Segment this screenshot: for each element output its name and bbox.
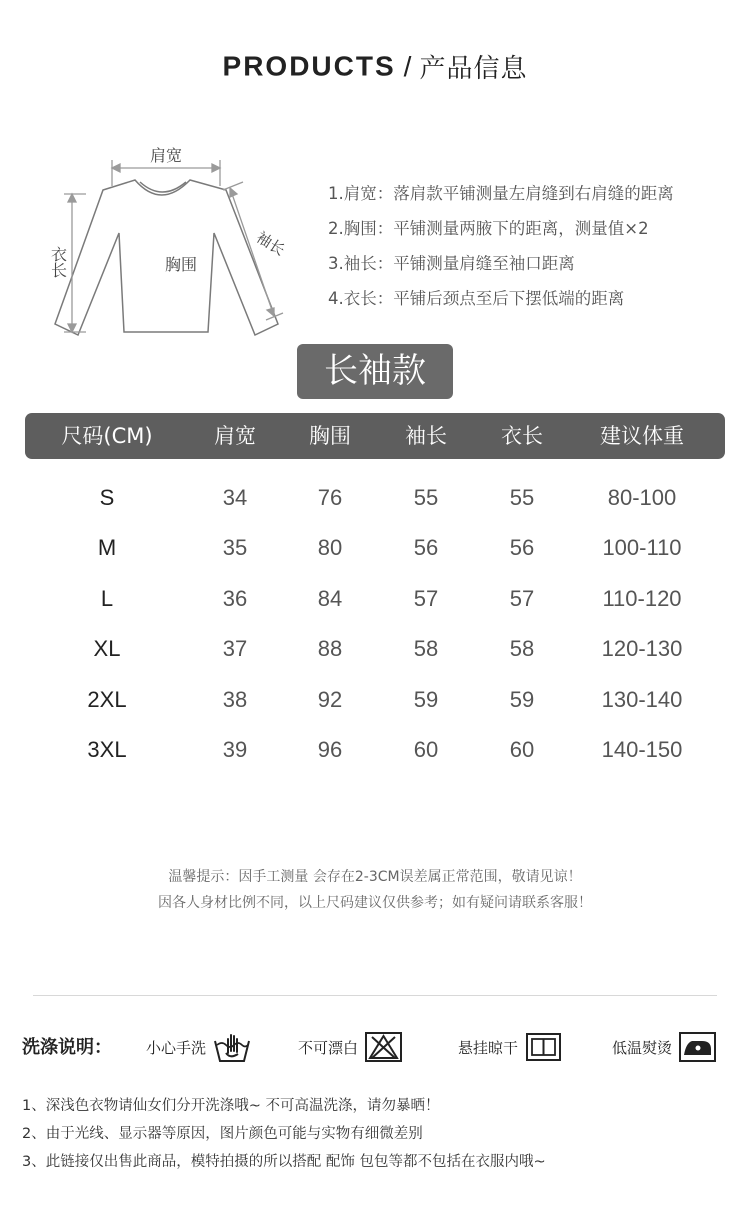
header-weight: 建议体重 <box>600 424 684 448</box>
low-iron-icon <box>678 1031 718 1063</box>
cell-chest: 84 <box>317 586 343 611</box>
size-diagram <box>38 138 294 348</box>
table-row <box>25 624 725 674</box>
size-table-header <box>25 413 725 459</box>
wash-label: 悬挂晾干 <box>458 1038 519 1057</box>
cell-size: S <box>99 485 115 510</box>
cell-length: 58 <box>509 636 535 661</box>
table-row <box>25 473 725 523</box>
cell-size: M <box>97 535 117 560</box>
cell-size: 3XL <box>87 737 127 762</box>
cell-length: 60 <box>509 737 535 762</box>
cell-length: 56 <box>509 535 535 560</box>
cell-chest: 88 <box>317 636 343 661</box>
cell-shoulder: 38 <box>222 687 248 712</box>
cell-weight: 100-110 <box>602 535 682 560</box>
wash-item-low-iron <box>612 1030 718 1064</box>
cell-size: 2XL <box>87 687 127 712</box>
title-cn: 产品信息 <box>419 54 528 84</box>
footer-note: 1、深浅色衣物请仙女们分开洗涤哦~ 不可高温洗涤，请勿暴晒！ <box>22 1098 440 1114</box>
cell-chest: 96 <box>317 737 343 762</box>
header-chest: 胸围 <box>309 424 351 448</box>
table-row <box>25 523 725 573</box>
footer-notes <box>22 1092 742 1176</box>
header-sleeve: 袖长 <box>405 424 447 448</box>
note-sleeve: 3.袖长：平铺测量肩缝至袖口距离 <box>328 254 575 273</box>
wash-label: 小心手洗 <box>146 1038 207 1057</box>
wash-item-hand-wash <box>146 1030 252 1064</box>
cell-sleeve: 58 <box>413 636 439 661</box>
cell-sleeve: 55 <box>413 485 439 510</box>
hand-wash-icon <box>212 1031 252 1063</box>
cell-chest: 80 <box>317 535 343 560</box>
table-row <box>25 725 725 775</box>
no-bleach-icon <box>364 1031 404 1063</box>
cell-weight: 130-140 <box>601 687 683 712</box>
line-dry-icon <box>524 1031 564 1063</box>
tip-text <box>0 864 750 916</box>
header-shoulder: 肩宽 <box>214 424 256 448</box>
measurement-notes <box>328 176 738 316</box>
table-row <box>25 574 725 624</box>
note-shoulder: 1.肩宽：落肩款平铺测量左肩缝到右肩缝的距离 <box>328 184 674 203</box>
cell-length: 55 <box>509 485 535 510</box>
footer-note: 3、此链接仅出售此商品，模特拍摄的所以搭配 配饰 包包等都不包括在衣服内哦~ <box>22 1154 546 1170</box>
wash-label: 低温熨烫 <box>612 1038 673 1057</box>
cell-shoulder: 35 <box>222 535 248 560</box>
cell-size: XL <box>93 636 121 661</box>
footer-note: 2、由于光线、显示器等原因，图片颜色可能与实物有细微差别 <box>22 1126 423 1142</box>
cell-chest: 76 <box>317 485 343 510</box>
diagram-sleeve-label: 袖长 <box>253 228 289 260</box>
title-separator: / <box>403 50 412 82</box>
tip-line: 因各人身材比例不同，以上尺码建议仅供参考；如有疑问请联系客服！ <box>158 895 592 911</box>
cell-sleeve: 60 <box>413 737 439 762</box>
tip-line: 温馨提示：因手工测量 会存在2-3CM误差属正常范围，敬请见谅！ <box>168 869 582 885</box>
title-en: PRODUCTS <box>222 50 396 82</box>
cell-shoulder: 39 <box>222 737 248 762</box>
cell-sleeve: 56 <box>413 535 439 560</box>
page-header <box>0 48 750 85</box>
cell-weight: 120-130 <box>601 636 683 661</box>
diagram-length-label: 衣长 <box>48 246 68 278</box>
style-badge: 长袖款 <box>297 344 453 399</box>
diagram-chest-label: 胸围 <box>164 255 198 274</box>
wash-title: 洗涤说明： <box>22 1037 112 1058</box>
cell-length: 57 <box>509 586 535 611</box>
divider <box>33 995 717 996</box>
diagram-shoulder-label: 肩宽 <box>149 146 183 165</box>
cell-weight: 110-120 <box>602 586 682 611</box>
cell-sleeve: 59 <box>413 687 439 712</box>
table-row <box>25 675 725 725</box>
note-chest: 2.胸围：平铺测量两腋下的距离，测量值×2 <box>328 219 649 238</box>
cell-weight: 80-100 <box>607 485 677 510</box>
cell-shoulder: 34 <box>222 485 248 510</box>
cell-chest: 92 <box>317 687 343 712</box>
cell-size: L <box>100 586 114 611</box>
header-length: 衣长 <box>501 424 543 448</box>
note-length: 4.衣长：平铺后颈点至后下摆低端的距离 <box>328 289 625 308</box>
cell-weight: 140-150 <box>601 737 683 762</box>
cell-sleeve: 57 <box>413 586 439 611</box>
cell-shoulder: 36 <box>222 586 248 611</box>
header-size: 尺码(CM) <box>61 424 153 448</box>
wash-item-no-bleach <box>298 1030 404 1064</box>
wash-label: 不可漂白 <box>298 1038 359 1057</box>
wash-item-line-dry <box>458 1030 564 1064</box>
cell-length: 59 <box>509 687 535 712</box>
cell-shoulder: 37 <box>222 636 248 661</box>
